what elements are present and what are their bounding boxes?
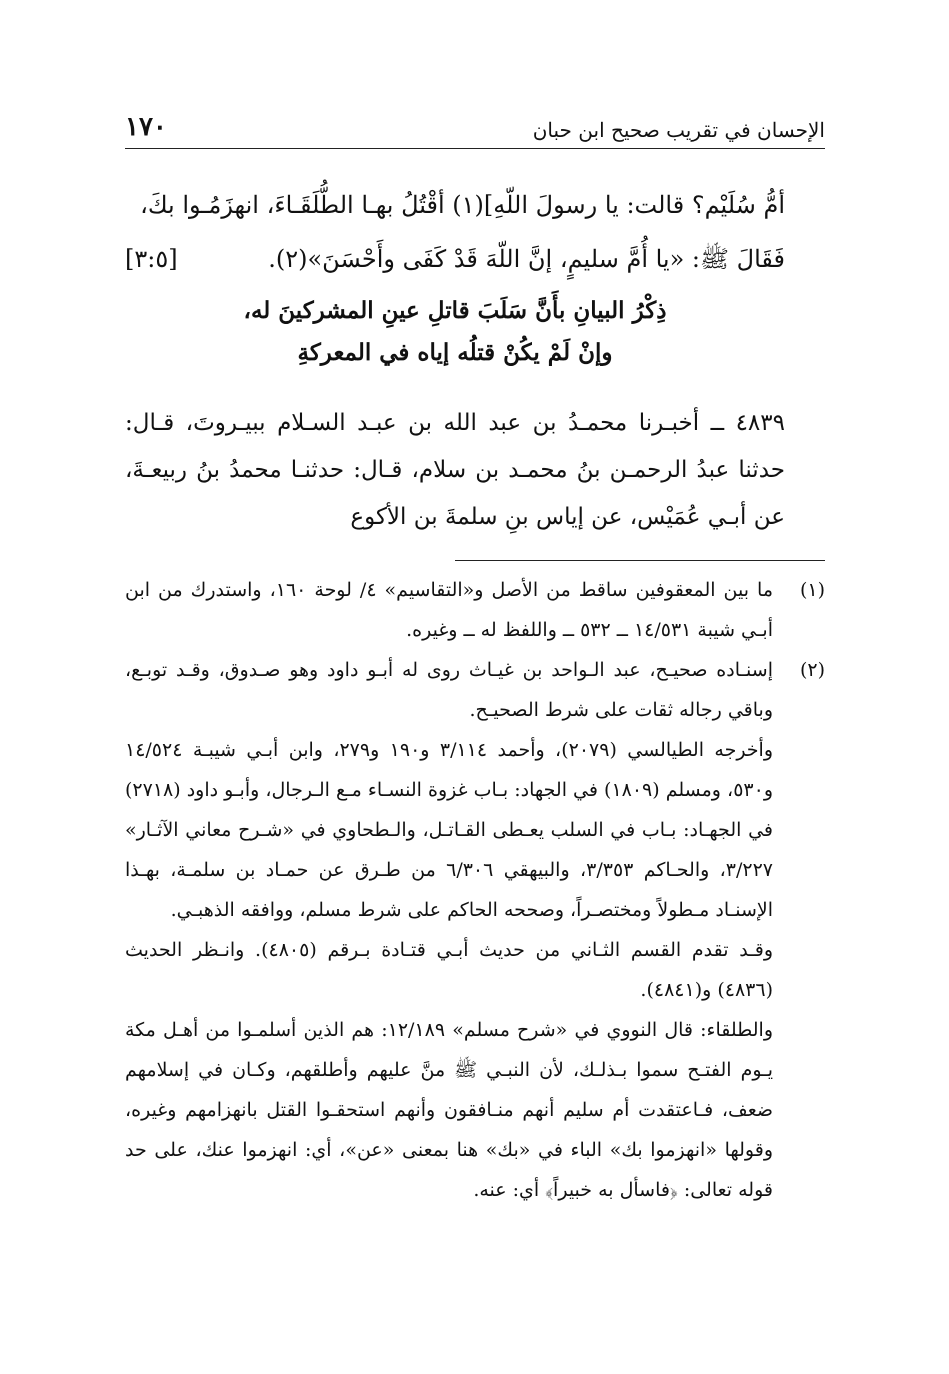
- hadith-chain: ٤٨٣٩ ــ أخبـرنا محمـدُ بن عبد الله بن عبـد السـلام ببيـروتَ، قـال: حدثنا عبدُ الرحمـن بنُ محمـد بن سلام، قـال: حدثنـا محمدُ بنُ ربيعـةَ، عن أبـي عُمَيْس، عن إياس بنِ سلمةَ بن الأكوع: [125, 410, 785, 530]
- footnote-2-paragraph-4: والطلقاء: قال النووي في «شرح مسلم» ١٢/١٨٩: هم الذين أسلمـوا من أهـل مكة يـوم الفتـح سموا بـذلـك، لأن النبـي ﷺ منَّ عليهم وأطلقهم، وكـان في إسلامهم ضعف، فـاعتقدت أم سليم أنهم منـافقون وأنهم استحقـوا القتل بانهزامهم وغيره، وقولها «انهزموا بك» الباء في «بك» هنا بمعنى «عن»، أي: انهزموا عنك، على حد قوله تعالى: ﴿فاسأل به خبيراً﴾ أي: عنه.: [125, 1019, 773, 1201]
- page-header: [125, 112, 825, 142]
- chapter-heading-line-1: ذِكْرُ البيانِ بأَنَّ سَلَبَ قاتلِ عينِ المشركينَ له،: [243, 297, 667, 324]
- footnote-2-paragraph-2: وأخرجه الطيالسي (٢٠٧٩)، وأحمد ٣/١١٤ و١٩٠ و٢٧٩، وابن أبـي شيبـة ١٤/٥٢٤ و٥٣٠، ومسلم (١٨٠٩) في الجهاد: بـاب غزوة النسـاء مـع الـرجال، وأبـو داود (٢٧١٨) في الجهـاد: بـاب في السلب يعـطى القـاتـل، والـطحاوي في «شـرح معاني الآثـار» ٣/٢٢٧، والحـاكم ٣/٣٥٣، والبيهقي ٦/٣٠٦ من طـرق عن حمـاد بن سلمـة، بهـذا الإسنـاد مـطولاً ومختصـراً، وصححه الحاكم على شرط مسلم، ووافقه الذهبـي.: [125, 739, 774, 921]
- chapter-heading: [125, 290, 785, 374]
- footnote-1-text: ما بين المعقوفين ساقط من الأصل و«التقاسيم» ٤/ لوحة ١٦٠، واستدرك من ابن أبـي شيبة ١٤/٥٣١ ــ ٥٣٢ ــ واللفظ له ــ وغيره.: [125, 579, 773, 641]
- footnote-2-text: إسنـاده صحيـح، عبد الـواحد بن غيـاث روى له أبـو داود وهو صـدوق، وقـد توبـع، وباقي رجاله ثقات على شرط الصحيـح.: [125, 659, 773, 721]
- footnote-2: [125, 650, 825, 730]
- hadith-reference: [٣:٥]: [125, 245, 178, 273]
- header-rule: [125, 148, 825, 149]
- footnote-2-paragraph-3: وقـد تقدم القسم الثـاني من حديث أبـي قتـادة بـرقم (٤٨٠٥). وانـظر الحديث (٤٨٣٦) و(٤٨٤١).: [125, 939, 773, 1001]
- main-line-1: أمُّ سُلَيْم؟ قالت: يا رسولَ اللّهِ](١) أقْتُلُ بهـا الطُّلَقَـاءَ، انهزَمُـوا بكَ،: [140, 191, 785, 219]
- footnote-1: [125, 570, 825, 650]
- footnote-2-mark: (٢): [799, 659, 825, 681]
- chapter-heading-line-2: وإنْ لَمْ يكُنْ قتلُه إياه في المعركةِ: [297, 339, 613, 366]
- footnote-rule: [455, 560, 825, 561]
- main-line-2-text: فَقَالَ ﷺ: «يا أُمَّ سليمٍ، إنَّ اللّهَ قَدْ كَفَى وأَحْسَنَ»(٢).: [268, 245, 785, 273]
- footnotes: [125, 570, 825, 1210]
- footnote-1-mark: (١): [799, 579, 825, 601]
- main-text: [125, 178, 785, 541]
- main-line-2: [125, 232, 785, 286]
- page-number: ١٧٠: [125, 112, 167, 142]
- running-title: الإحسان في تقريب صحيح ابن حبان: [532, 118, 825, 142]
